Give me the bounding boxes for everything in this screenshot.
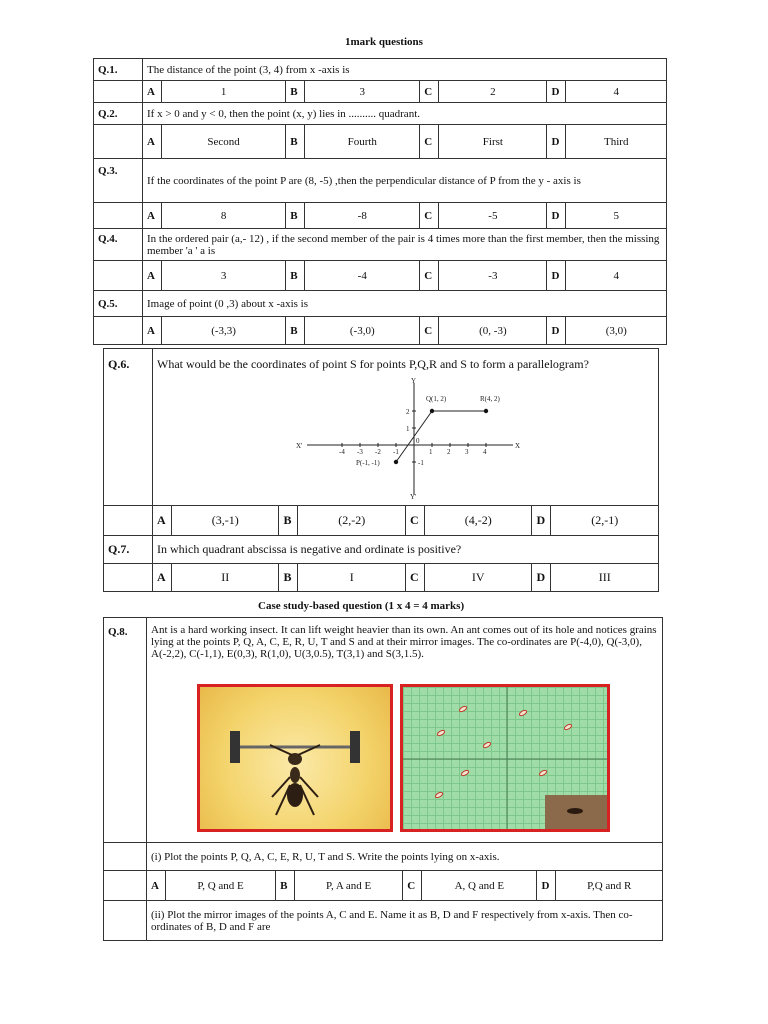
grid-with-grains-image: [400, 684, 610, 832]
option-letter: A: [143, 81, 162, 103]
option-d[interactable]: 5: [566, 203, 667, 229]
grain-icon: [483, 741, 492, 748]
option-a[interactable]: Second: [162, 125, 286, 159]
option-letter: C: [420, 317, 439, 345]
option-letter: D: [547, 125, 566, 159]
ant-lifting-weight-image: [197, 684, 393, 832]
option-letter: A: [153, 564, 172, 592]
question-text: If x > 0 and y < 0, then the point (x, y) lies in .......... quadrant.: [143, 103, 667, 125]
option-b[interactable]: (2,-2): [298, 506, 405, 536]
sub-question-text: (i) Plot the points P, Q, A, C, E, R, U, T and S. Write the points lying on x-axis.: [147, 843, 663, 871]
grain-icon: [437, 729, 446, 736]
option-letter: D: [547, 317, 566, 345]
option-letter: C: [403, 871, 422, 901]
option-letter: C: [405, 564, 424, 592]
option-b[interactable]: I: [298, 564, 405, 592]
case-study-table: [103, 617, 663, 941]
y-neg-label: Y': [410, 493, 417, 500]
option-b[interactable]: P, A and E: [295, 871, 403, 901]
option-d[interactable]: 4: [566, 261, 667, 291]
point: [394, 460, 398, 464]
option-letter: D: [532, 506, 551, 536]
section-title: 1mark questions: [345, 36, 423, 48]
option-a[interactable]: P, Q and E: [166, 871, 276, 901]
option-c[interactable]: (4,-2): [424, 506, 531, 536]
point-label: R(4, 2): [480, 395, 500, 403]
option-letter: D: [547, 261, 566, 291]
option-c[interactable]: A, Q and E: [422, 871, 537, 901]
question-text: What would be the coordinates of point S for points P,Q,R and S to form a parallelogram?: [157, 357, 589, 371]
x-tick-label: -3: [357, 448, 363, 456]
option-a[interactable]: II: [172, 564, 279, 592]
option-letter: C: [420, 81, 439, 103]
option-letter: A: [147, 871, 166, 901]
option-letter: B: [286, 203, 305, 229]
option-letter: B: [279, 506, 298, 536]
option-d[interactable]: Third: [566, 125, 667, 159]
option-d[interactable]: P,Q and R: [556, 871, 663, 901]
option-c[interactable]: (0, -3): [439, 317, 547, 345]
x-tick-label: 2: [447, 448, 451, 456]
x-tick-label: -2: [375, 448, 381, 456]
x-tick-label: 0: [416, 437, 420, 445]
option-letter: B: [286, 317, 305, 345]
point-label: P(-1, -1): [356, 459, 380, 467]
y-tick-label: -1: [418, 459, 424, 467]
question-number: Q.3.: [94, 159, 143, 203]
question-text: If the coordinates of the point P are (8, -5) ,then the perpendicular distance of P from the y - axis is: [143, 159, 667, 203]
option-a[interactable]: (3,-1): [172, 506, 279, 536]
option-letter: D: [532, 564, 551, 592]
grain-icon: [459, 705, 468, 712]
question-number: Q.6.: [104, 349, 153, 506]
option-letter: A: [143, 261, 162, 291]
question-text: Ant is a hard working insect. It can lift weight heavier than its own. An ant comes out of its hole and notices grains lying at the points P, Q, A, C, E, R, U, T and S and at their mirror images. The co-ordinates are P(-4,0), Q(-3,0), A(-2,2), C(-1,1), E(0,3), R(1,0), U(3,0.5), T(3,1) and S(3,1.5).: [151, 624, 657, 660]
option-c[interactable]: -5: [439, 203, 547, 229]
x-neg-label: X': [296, 442, 303, 450]
x-tick-label: 3: [465, 448, 469, 456]
option-d[interactable]: (2,-1): [551, 506, 659, 536]
option-letter: A: [143, 317, 162, 345]
option-c[interactable]: 2: [439, 81, 547, 103]
option-letter: C: [420, 125, 439, 159]
question-text: In which quadrant abscissa is negative and ordinate is positive?: [153, 536, 659, 564]
option-letter: B: [276, 871, 295, 901]
option-a[interactable]: 1: [162, 81, 286, 103]
x-tick-label: 4: [483, 448, 487, 456]
grain-icon: [564, 723, 573, 730]
point-label: Q(1, 2): [426, 395, 447, 403]
option-b[interactable]: Fourth: [305, 125, 420, 159]
option-a[interactable]: 8: [162, 203, 286, 229]
option-letter: D: [547, 81, 566, 103]
option-c[interactable]: First: [439, 125, 547, 159]
question-number: Q.5.: [94, 291, 143, 317]
option-letter: A: [143, 203, 162, 229]
question-number: Q.1.: [94, 59, 143, 81]
grain-icon: [539, 769, 548, 776]
question-text: In the ordered pair (a,- 12) , if the second member of the pair is 4 times more than the first member, then the missing member 'a ' a is: [143, 229, 667, 261]
option-c[interactable]: IV: [424, 564, 531, 592]
option-letter: C: [420, 261, 439, 291]
x-tick-label: -1: [393, 448, 399, 456]
ant-icon: [200, 687, 390, 829]
grain-icon: [519, 709, 528, 716]
option-b[interactable]: 3: [305, 81, 420, 103]
coordinate-graph: [293, 375, 523, 500]
point: [484, 409, 488, 413]
question-text: Image of point (0 ,3) about x -axis is: [143, 291, 667, 317]
grain-icon: [461, 769, 470, 776]
y-axis-label: Y: [411, 377, 417, 385]
x-tick-label: 1: [429, 448, 433, 456]
sub-question-text: (ii) Plot the mirror images of the points A, C and E. Name it as B, D and F respectively from x-axis. Then co-ordinates of B, D and F are: [147, 901, 663, 941]
option-b[interactable]: -4: [305, 261, 420, 291]
option-letter: D: [547, 203, 566, 229]
option-letter: C: [420, 203, 439, 229]
option-letter: C: [405, 506, 424, 536]
x-tick-label: -4: [339, 448, 345, 456]
questions-table-2: [103, 348, 659, 592]
question-number: Q.7.: [104, 536, 153, 564]
option-letter: B: [286, 261, 305, 291]
y-tick-label: 1: [406, 425, 410, 433]
option-letter: D: [537, 871, 556, 901]
option-d[interactable]: III: [551, 564, 659, 592]
option-letter: B: [279, 564, 298, 592]
option-b[interactable]: -8: [305, 203, 420, 229]
option-d[interactable]: (3,0): [566, 317, 667, 345]
x-axis-label: X: [515, 442, 521, 450]
grains-grid: [403, 687, 607, 829]
option-a[interactable]: 3: [162, 261, 286, 291]
option-c[interactable]: -3: [439, 261, 547, 291]
case-study-title: Case study-based question (1 x 4 = 4 marks): [258, 600, 465, 612]
question-number: Q.8.: [104, 618, 147, 843]
option-letter: A: [143, 125, 162, 159]
y-tick-label: 2: [406, 408, 410, 416]
point: [430, 409, 434, 413]
question-number: Q.4.: [94, 229, 143, 261]
question-number: Q.2.: [94, 103, 143, 125]
option-d[interactable]: 4: [566, 81, 667, 103]
option-letter: B: [286, 125, 305, 159]
grain-icon: [435, 791, 444, 798]
option-b[interactable]: (-3,0): [305, 317, 420, 345]
question-text: The distance of the point (3, 4) from x -axis is: [143, 59, 667, 81]
option-letter: A: [153, 506, 172, 536]
option-letter: B: [286, 81, 305, 103]
questions-table-1: [93, 58, 667, 345]
option-a[interactable]: (-3,3): [162, 317, 286, 345]
